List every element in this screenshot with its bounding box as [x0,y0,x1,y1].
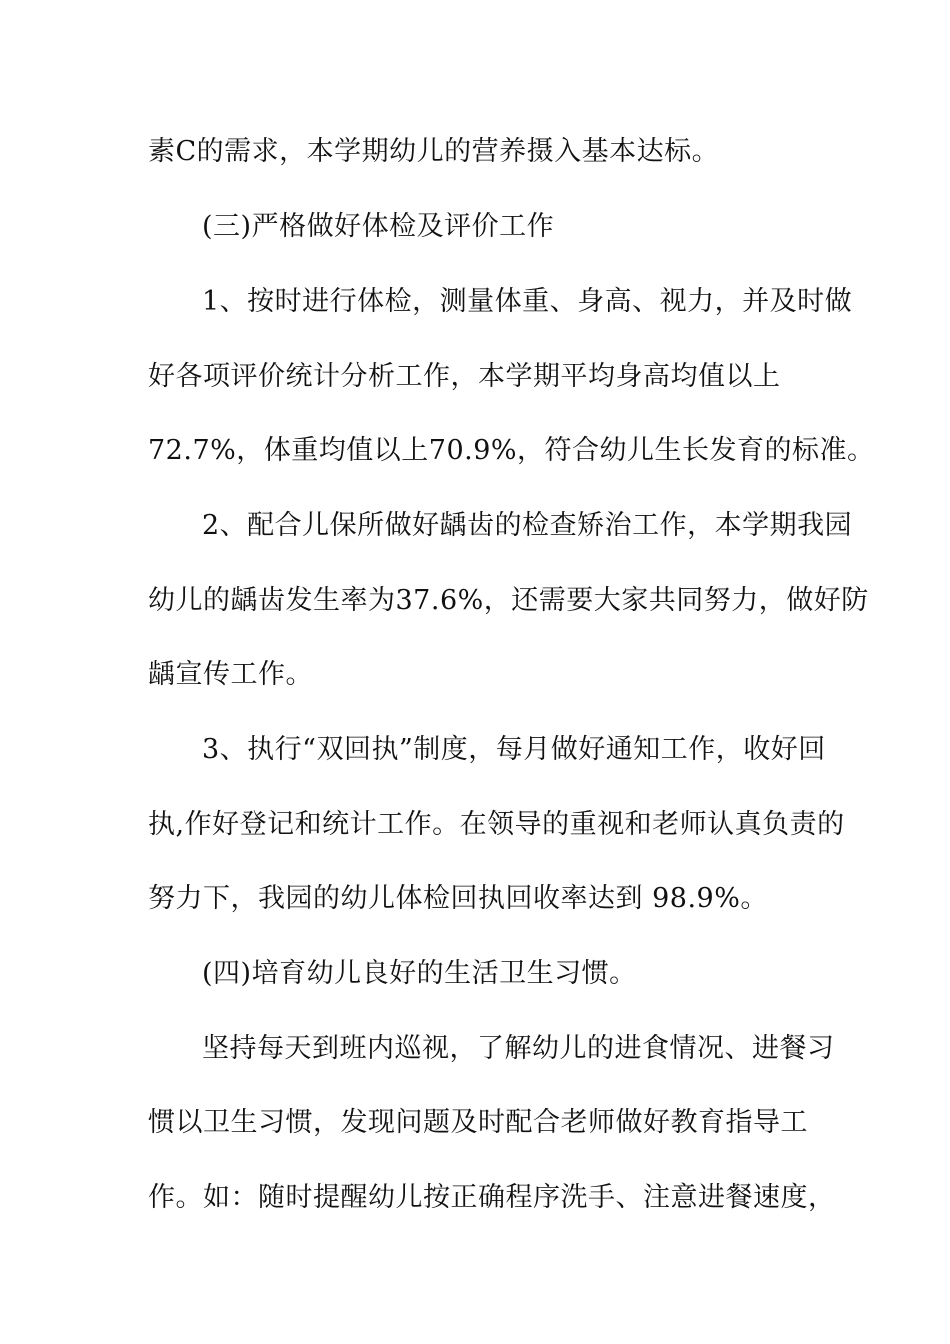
text-line: 努力下，我园的幼儿体检回执回收率达到 98.9%。 [148,883,768,914]
text-line: 幼儿的龋齿发生率为37.6%，还需要大家共同努力，做好防 [148,585,869,616]
text-line: 72.7%，体重均值以上70.9%，符合幼儿生长发育的标准。 [148,435,875,466]
text-line: 2、配合儿保所做好龋齿的检查矫治工作，本学期我园 [202,510,853,541]
section-heading: (三)严格做好体检及评价工作 [202,211,555,242]
text-line: 3、执行“双回执”制度，每月做好通知工作，收好回 [202,734,826,765]
text-line: 素C的需求，本学期幼儿的营养摄入基本达标。 [148,136,720,167]
text-line: 龋宣传工作。 [148,659,313,690]
text-line: 作。如：随时提醒幼儿按正确程序洗手、注意进餐速度， [148,1182,836,1213]
text-line: 坚持每天到班内巡视，了解幼儿的进食情况、进餐习 [202,1033,835,1064]
text-line: 惯以卫生习惯，发现问题及时配合老师做好教育指导工 [148,1107,808,1138]
text-line: 好各项评价统计分析工作，本学期平均身高均值以上 [148,361,781,392]
text-line: 1、按时进行体检，测量体重、身高、视力，并及时做 [202,286,853,317]
text-line: 执,作好登记和统计工作。在领导的重视和老师认真负责的 [148,809,845,840]
section-heading: (四)培育幼儿良好的生活卫生习惯。 [202,958,637,989]
